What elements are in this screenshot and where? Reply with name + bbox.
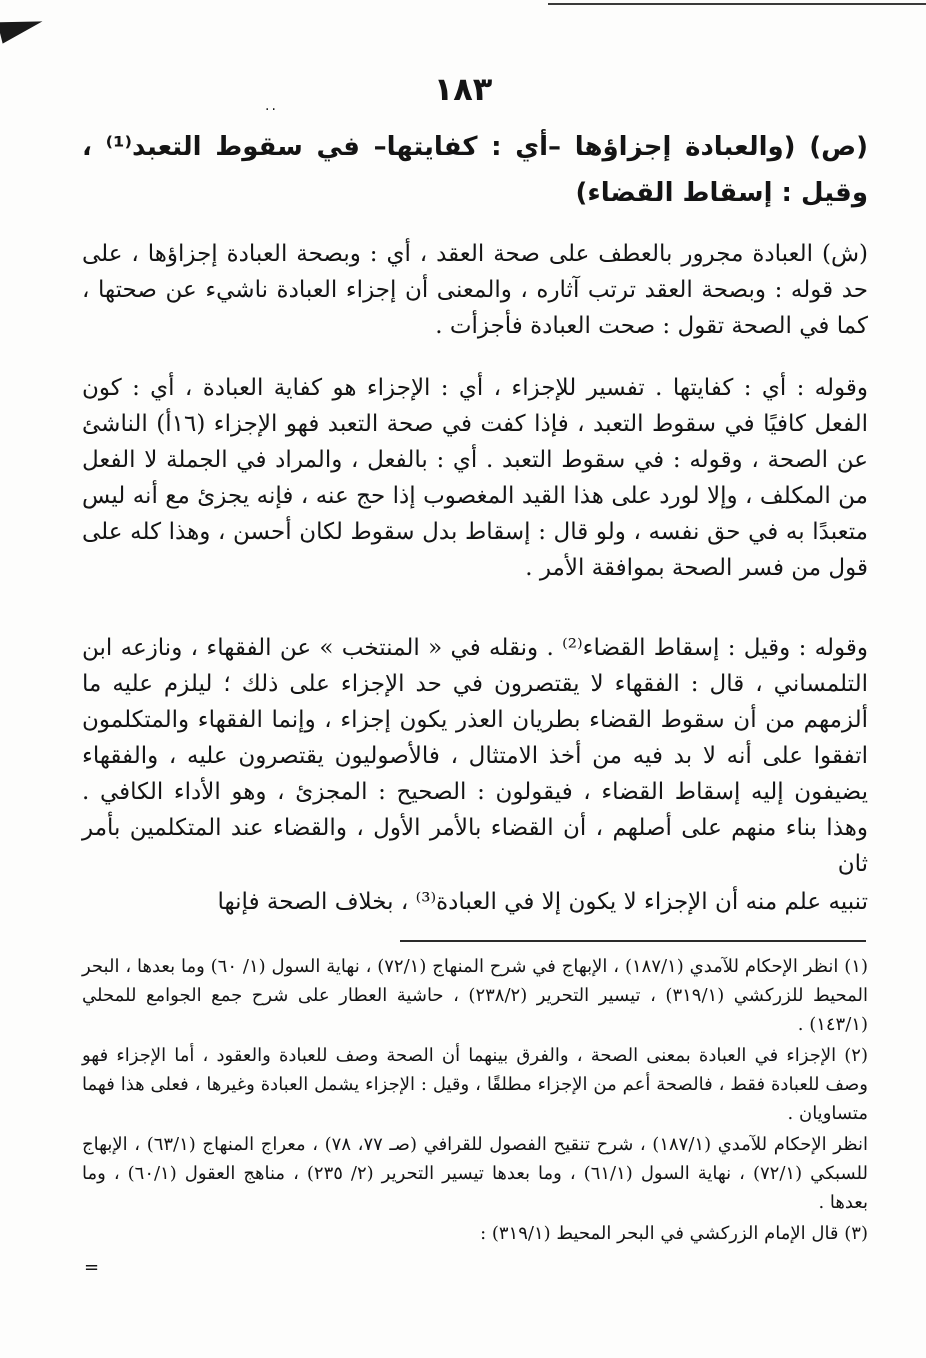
equals-mark: = [84,1257,100,1278]
footnote-separator [400,940,866,942]
sharh-paragraph-4: تنبيه علم منه أن الإجزاء لا يكون إلا في العبادة⁽³⁾ ، بخلاف الصحة فإنها [217,889,868,915]
footnote-2-references: انظر الإحكام للآمدي (١٨٧/١) ، شرح تنقيح الفصول للقرافي (صـ ٧٧، ٧٨) ، معراج المنهاج (٦٣/١) ، الإبهاج للسبكي (٧٢/١) ، نهاية السول (٦١/١) ، وما بعدها تيسير التحرير (٢/ ٢٣٥) ، مناهج العقول (٦٠/١) ، وما بعدها . [82,1134,868,1213]
corner-scan-mark [0,12,45,44]
sharh-paragraph-1: (ش) العبادة مجرور بالعطف على صحة العقد ، أي : وبصحة العبادة إجزاؤها ، على حد قوله : وبصحة العقد ترتب آثاره ، والمعنى أن إجزاء العبادة ناشيء عن صحتها ، كما في الصحة تقول : صحت العبادة فأجزأت . [82,241,868,339]
footnote-3: (٣) قال الإمام الزركشي في البحر المحيط (٣١٩/١) : [480,1223,868,1244]
sharh-paragraph-3: وقوله : وقيل : إسقاط القضاء⁽²⁾ . ونقله في « المنتخب » عن الفقهاء ، ونازعه ابن التلمساني ، قال : الفقهاء لا يقتصرون في حد الإجزاء على ذلك ؛ ليلزم عليه ما ألزمهم من أن سقوط القضاء بطريان العذر يكون إجزاء ، وإنما الفقهاء والمتكلمون اتفقوا على أنه لا بد فيه من أخذ الامتثال ، فالأصوليون يقتصرون عليه ، والفقهاء يضيفون إليه إسقاط القضاء ، فيقولون : الصحيح : المجزئ ، وهو الأداء الكافي . وهذا بناء منهم على أصلهم ، أن القضاء بالأمر الأول ، والقضاء عند المتكلمين بأمر ثان [82,635,868,877]
sharh-paragraph-2: وقوله : أي : كفايتها . تفسير للإجزاء ، أي : الإجزاء هو كفاية العبادة ، أي : كون الفعل كافيًا في سقوط التعبد ، فإذا كفت في صحة التعبد فهو الإجزاء (١٦أ) الناشئ عن الصحة ، وقوله : في سقوط التعبد . أي : بالفعل ، والمراد في الجملة لا الفعل من المكلف ، وإلا لورد على هذا القيد المغصوب إذا حج عنه ، فإنه يجزئ مع أنه ليس متعبدًا به في حق نفسه ، ولو قال : إسقاط بدل سقوط لكان أحسن ، وهذا كله على قول من فسر الصحة بموافقة الأمر . [82,375,868,581]
top-rule [548,3,926,5]
matn-heading: (ص) (والعبادة إجزاؤها –أي : كفايتها– في سقوط التعبد⁽¹⁾ ، وقيل : إسقاط القضاء) [82,132,869,208]
footnote-2: (٢) الإجزاء في العبادة بمعنى الصحة ، والفرق بينهما أن الصحة وصف للعبادة والعقود ، أما الإجزاء فهو وصف للعبادة فقط ، فالصحة أعم من الإجزاء مطلقًا ، وقيل : الإجزاء يشمل العبادة وغيرها ، فعلى هذا فهما متساويان . [82,1045,868,1124]
footnote-1: (١) انظر الإحكام للآمدي (١٨٧/١) ، الإبهاج في شرح المنهاج (٧٢/١) ، نهاية السول (١/ ٦٠) وما بعدها ، البحر المحيط للزركشي (٣١٩/١) ، تيسير التحرير (٢٣٨/٢) ، حاشية العطار على شرح جمع الجوامع للمحلي (١٤٣/١) . [82,956,869,1035]
page-number-text: ١٨٣ [433,70,493,108]
page-dots: .. [265,98,278,114]
footnotes [82,952,868,1250]
page-number [0,70,926,114]
